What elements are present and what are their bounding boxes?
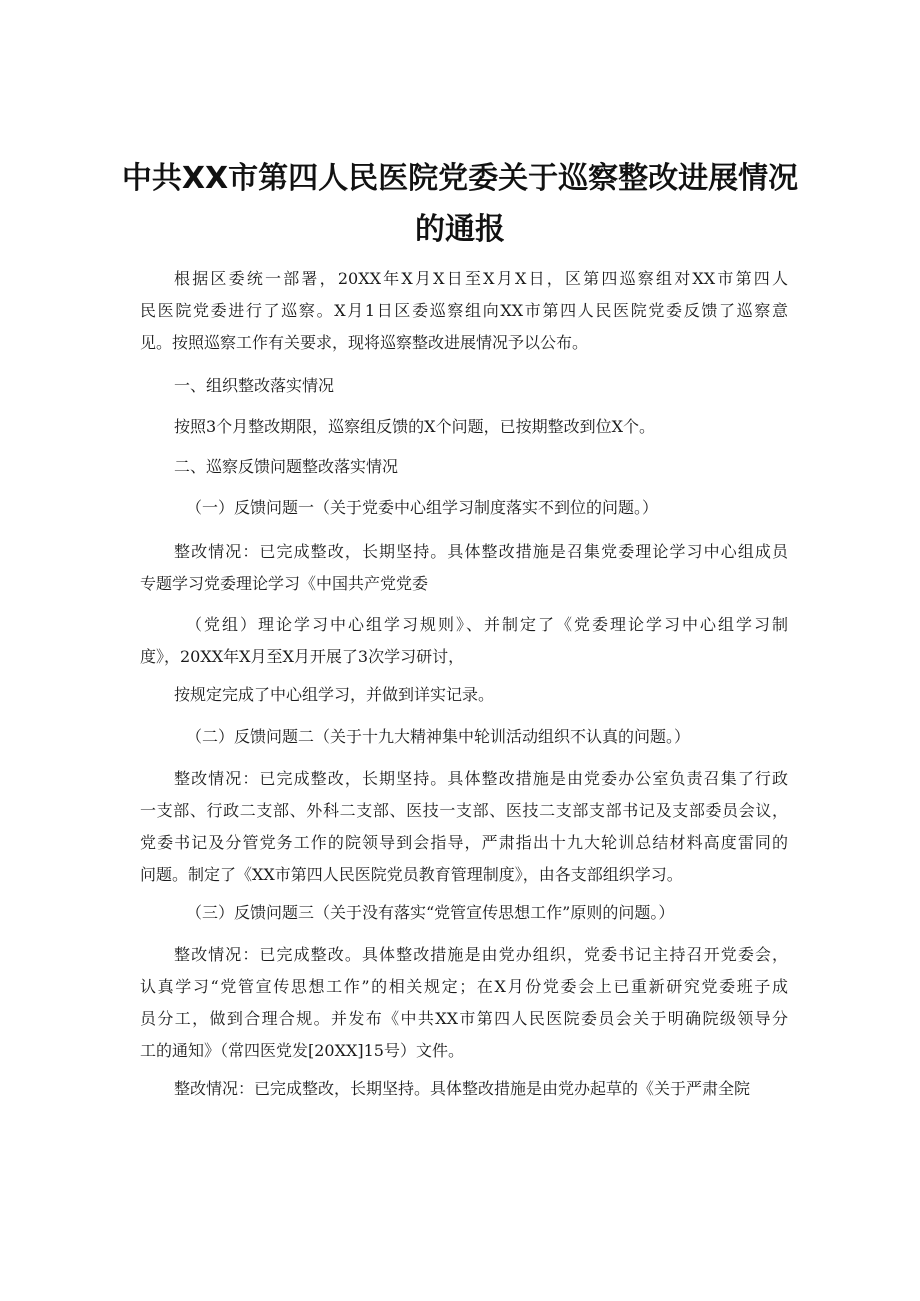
paragraph-line: 员分工，做到合理合规。并发布《中共XX市第四人民医院委员会关于明确院级领导分	[140, 1009, 788, 1028]
paragraph-line: 专题学习党委理论学习《中国共产党党委	[140, 574, 429, 593]
final-rectification-paragraph	[140, 1073, 788, 1105]
paragraph-line: 整改情况：已完成整改，长期坚持。具体整改措施是召集党委理论学习中心组成员	[174, 542, 788, 561]
paragraph-line: 一支部、行政二支部、外科二支部、医技一支部、医技二支部支部书记及支部委员会议，	[140, 801, 788, 820]
paragraph-line: 见。按照巡察工作有关要求，现将巡察整改进展情况予以公布。	[140, 333, 589, 352]
heading-text: 一、组织整改落实情况	[174, 376, 335, 395]
issue-2-rectification-paragraph	[140, 763, 788, 891]
issue-1-rules-paragraph	[140, 609, 788, 673]
paragraph-line: 问题。制定了《XX市第四人民医院党员教育管理制度》，由各支部组织学习。	[140, 865, 683, 884]
paragraph-line: 整改情况：已完成整改。具体整改措施是由党办组织，党委书记主持召开党委会，	[174, 945, 788, 964]
paragraph-line: 党委书记及分管党务工作的院领导到会指导，严肃指出十九大轮训总结材料高度雷同的	[140, 833, 788, 852]
issue-text: （一）反馈问题一（关于党委中心组学习制度落实不到位的问题。）	[186, 498, 659, 517]
issue-3-rectification-paragraph	[140, 939, 788, 1067]
section-1-paragraph	[140, 411, 788, 443]
paragraph-line: （党组）理论学习中心组学习规则》、并制定了《党委理论学习中心组学习制	[186, 615, 788, 634]
paragraph-line: 整改情况：已完成整改，长期坚持。具体整改措施是由党委办公室负责召集了行政	[174, 769, 788, 788]
paragraph-line: 度》，20XX年X月至X月开展了3次学习研讨，	[140, 647, 465, 666]
intro-paragraph	[140, 263, 788, 359]
paragraph-line: 按照3个月整改期限，巡察组反馈的X个问题，已按期整改到位X个。	[174, 417, 655, 436]
paragraph-line: 根据区委统一部署，20XX年X月X日至X月X日，区第四巡察组对XX市第四人	[174, 269, 788, 288]
section-heading-2	[140, 451, 788, 483]
feedback-issue-3-heading	[140, 897, 788, 929]
issue-text: （二）反馈问题二（关于十九大精神集中轮训活动组织不认真的问题。）	[186, 727, 691, 746]
paragraph-line: 整改情况：已完成整改，长期坚持。具体整改措施是由党办起草的《关于严肃全院	[174, 1079, 751, 1098]
section-heading-1	[140, 370, 788, 402]
feedback-issue-2-heading	[140, 721, 788, 753]
feedback-issue-1-heading	[140, 492, 788, 524]
document-title-line-1: 中共XX市第四人民医院党委关于巡察整改进展情况	[121, 161, 799, 196]
issue-1-record-paragraph	[140, 679, 788, 711]
issue-1-rectification-paragraph	[140, 536, 788, 600]
document-title-line-2: 的通报	[415, 212, 505, 247]
paragraph-line: 按规定完成了中心组学习，并做到详实记录。	[174, 685, 495, 704]
paragraph-line: 民医院党委进行了巡察。X月1日区委巡察组向XX市第四人民医院党委反馈了巡察意	[140, 301, 788, 320]
issue-text: （三）反馈问题三（关于没有落实“党管宣传思想工作”原则的问题。）	[186, 903, 675, 922]
heading-text: 二、巡察反馈问题整改落实情况	[174, 457, 399, 476]
paragraph-line: 工的通知》（常四医党发[20XX]15号）文件。	[140, 1041, 464, 1060]
paragraph-line: 认真学习“党管宣传思想工作”的相关规定；在X月份党委会上已重新研究党委班子成	[140, 977, 788, 996]
